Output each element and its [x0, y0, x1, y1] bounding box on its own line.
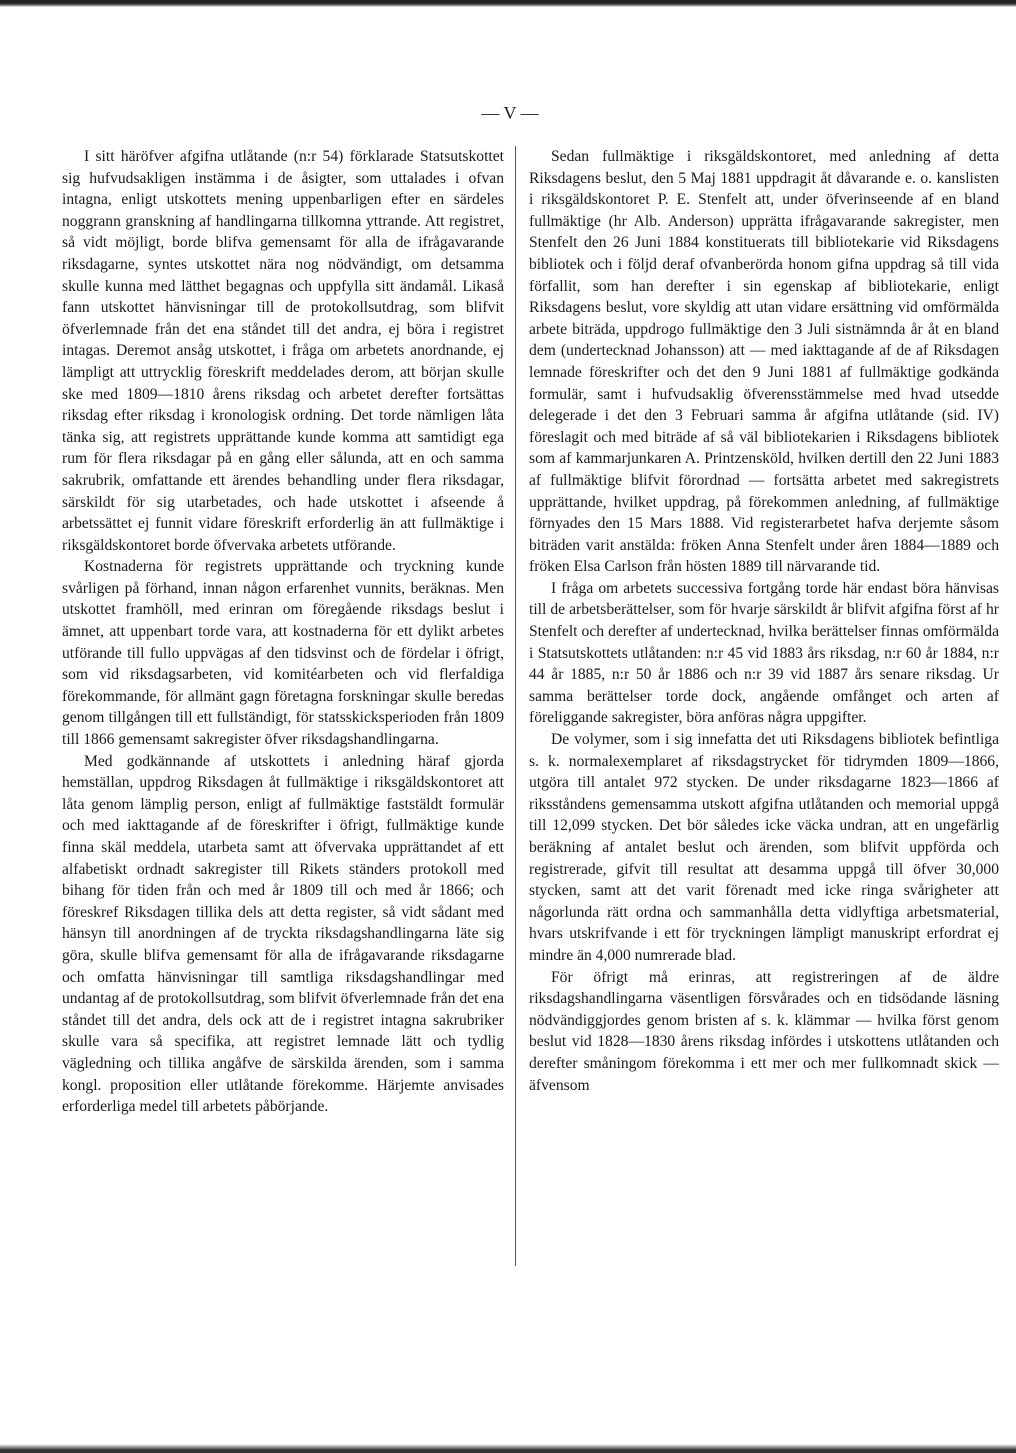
paragraph: För öfrigt må erinras, att registreringen af de äldre riksdagshandlingarna väsentligen försvårades och en tidsödande läsning nödvändiggjordes genom bristen af s. k. klämmar — hvilka först genom beslut vid 1828—1830 årens riksdag infördes i utskottens utlåtanden och derefter småningom förekomma i ett mer och mer fullkomnadt skick — äfvensom	[529, 968, 999, 1094]
paragraph: Med godkännande af utskottets i anledning häraf gjorda hemställan, uppdrog Riksdagen åt fullmäktige i riksgäldskontoret att låta genom lämplig person, enligt af fullmäktige faststäldt formulär och med iakttagande af de föreskrifter i öfrigt, fullmäktige kunde finna skäl meddela, utarbeta samt att öfvervaka upprättandet af ett alfabetiskt ordnadt sakregister till Rikets ständers protokoll med bihang för tiden från och med år 1809 till och med år 1866; och föreskref Riksdagen tillika dels att detta register, så vidt sådant med hänsyn till anordningen af de tryckta riksdagshandlingarna läte sig göra, skulle blifva gemensamt för alla de ifrågavarande riksdagarne och omfatta hänvisningar till samtliga riksdagshandlingar med undantag af de protokollsutdrag, som blifvit öfverlemnade från det ena ståndet till det andra, dels ock att de i registret intagna sakrubriker skulle vara så specifika, att registret lemnade lätt och tydlig vägledning och tillika angåfve de särskilda ärenden, som i samma kongl. proposition eller utlåtande förekomme. Härjemte anvisades erforderliga medel till arbetets påbörjande.	[62, 752, 504, 1116]
column-divider	[515, 146, 516, 1266]
paragraph: I fråga om arbetets successiva fortgång torde här endast böra hänvisas till de arbetsberättelser, som för hvarje särskildt år blifvit afgifna först af hr Stenfelt och derefter af undertecknad, hvilka berättelser finnas omförmälda i Statsutskottets utlåtanden: n:r 45 vid 1883 års riksdag, n:r 60 år 1884, n:r 44 år 1885, n:r 50 år 1886 och n:r 39 vid 1887 års senare riksdag. Ur samma berättelser torde dock, angående omfånget och arten af föreliggande sakregister, böra anföras några uppgifter.	[529, 579, 999, 727]
scan-edge-bottom	[0, 1444, 1016, 1453]
paragraph: I sitt häröfver afgifna utlåtande (n:r 54) förklarade Statsutskottet sig hufvudsakligen instämma i de åsigter, som uttalades i ofvan intagna, enligt utskottets mening uppenbarligen efter en särdeles noggrann granskning af handlingarna tillkomna yttrande. Att registret, så vidt möjligt, borde blifva gemensamt för alla de ifrågavarande riksdagarne, syntes utskottet nära nog nödvändigt, om detsamma skulle kunna med lätthet begagnas och uppfylla sitt ändamål. Likaså fann utskottet hänvisningar till de protokollsutdrag, som blifvit öfverlemnade från det ena ståndet till det andra, ej böra i registret intagas. Deremot ansåg utskottet, i fråga om arbetets anordnande, ej lämpligt att uttrycklig föreskrift meddelades derom, att början skulle ske med 1809—1810 årens riksdag och arbetet derefter fortsättas riksdag efter riksdag i kronologisk ordning. Det torde nämligen låta tänka sig, att registrets upprättande kunde komma att samtidigt ega rum för flera riksdagar på en gång eller sålunda, att en och samma sakrubrik, omfattande ett ärendes behandling under flera riksdagar, särskildt för sig utarbetades, och hade utskottet i afseende å arbetssättet ej funnit vidare föreskrift erforderlig än att fullmäktige i riksgäldskontoret borde öfvervaka arbetets utförande.	[62, 148, 504, 554]
paragraph: De volymer, som i sig innefatta det uti Riksdagens bibliotek befintliga s. k. normalexemplaret af riksdagstrycket för tidrymden 1809—1866, utgöra till antalet 972 stycken. De under riksdagarne 1823—1866 af riksståndens gemensamma utskott afgifna utlåtanden och memorial uppgå till 12,099 stycken. Det bör således icke väcka undran, att en ungefärlig beräkning af antalet beslut och ärenden, som blifvit uppförda och registrerade, gifvit till resultat att desamma uppgå till öfver 30,000 stycken, samt att det varit förenadt med icke ringa svårigheter att någorlunda rätt ordna och sammanhålla detta vidlyftiga arbetsmaterial, hvars utskrifvande i ett för tryckningen lämpligt manuskript erfordrat ej mindre än 4,000 numrerade blad.	[529, 731, 999, 964]
scan-edge-top	[0, 0, 1016, 7]
right-column	[529, 146, 999, 1096]
page-number: — V —	[481, 103, 539, 123]
left-column	[62, 146, 504, 1118]
paragraph: Sedan fullmäktige i riksgäldskontoret, med anledning af detta Riksdagens beslut, den 5 Maj 1881 uppdragit åt dåvarande e. o. kanslisten i riksgäldskontoret P. E. Stenfelt att, under öfverinseende af en bland fullmäktige (hr Alb. Anderson) upprätta ifrågavarande sakregister, men Stenfelt den 26 Juni 1884 konstituerats till bibliotekarie vid Riksdagens bibliotek och i följd deraf ofvanberörda honom gifna uppdrag så till vida förfallit, som han derefter i sin egenskap af bibliotekarie, enligt Riksdagens beslut, vore skyldig att utan vidare ersättning vid omförmälda arbete biträda, uppdrogo fullmäktige den 3 Juli sistnämnda år åt en bland dem (undertecknad Johansson) att — med iakttagande af de af Riksdagen lemnade föreskrifter och det den 9 Juni 1881 af fullmäktige godkända formulär, samt i hufvudsaklig öfverensstämmelse med hvad utsedde delegerade i det den 3 Februari samma år afgifna utlåtande (sid. IV) föreslagit och med biträde af så väl bibliotekarien i Riksdagens bibliotek som af kammarjunkaren A. Printzensköld, hvilken dertill den 22 Juni 1883 af fullmäktige blifvit förordnad — fortsätta arbetet med sakregistrets upprättande, hvilket uppdrag, på förekommen anledning, af fullmäktige förnyades den 15 Mars 1888. Vid registerarbetet hafva derjemte såsom biträden varit anstälda: fröken Anna Stenfelt under åren 1884—1889 och fröken Elsa Carlson från hösten 1889 till närvarande tid.	[529, 148, 999, 576]
paragraph: Kostnaderna för registrets upprättande och tryckning kunde svårligen på förhand, innan någon erfarenhet vunnits, beräknas. Men utskottet framhöll, med erinran om föregående riksdags beslut i ämnet, att uppenbart torde vara, att kostnaderna för ett dylikt arbetes utförande till fullo uppvägas af den tidsvinst och de fördelar i öfrigt, som vid riksdagsarbeten, vid komitéarbeten och vid flerfaldiga förekommande, för allmänt gagn företagna forskningar skulle beredas genom tillgången till ett fullständigt, för statsskicksperioden från 1809 till 1866 gemensamt sakregister öfver riksdagshandlingarna.	[62, 558, 504, 749]
